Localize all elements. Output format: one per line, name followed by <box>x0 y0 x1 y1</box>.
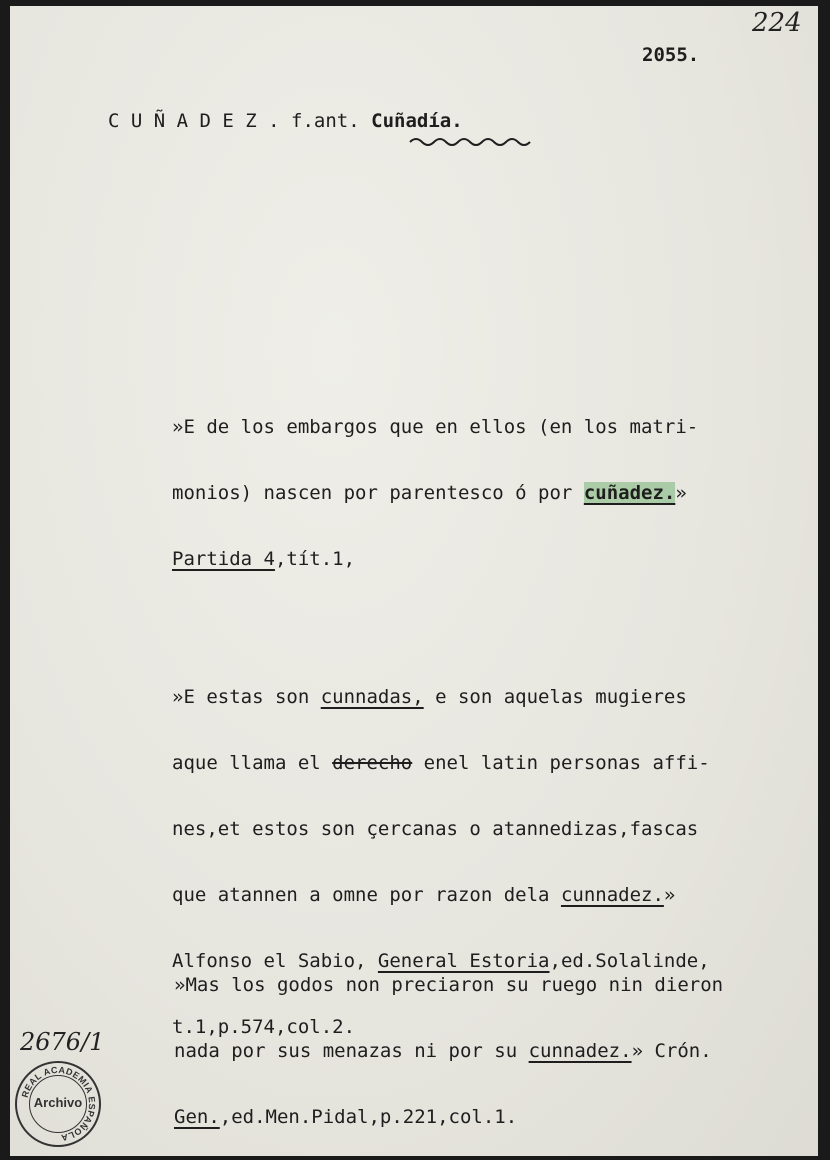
source-title: General Estoria <box>377 950 550 972</box>
stamp-center-text: Archivo <box>33 1095 83 1110</box>
underlined-headword: cunnadez. <box>560 884 664 906</box>
struck-word: derecho <box>332 752 413 774</box>
underlined-headword: cunnadez. <box>528 1040 632 1062</box>
quote-line: nes,et estos son çercanas o atannedizas,fascas <box>172 818 699 840</box>
quote-3 <box>174 930 723 1156</box>
source-title: Gen. <box>174 1106 220 1128</box>
quote-line: aque llama el derecho enel latin personas affi- <box>172 752 710 774</box>
quote-line: monios) nascen por parentesco ó por cuñadez.» <box>172 482 687 504</box>
archive-number: 2676/1 <box>20 1028 105 1056</box>
grammar-abbrev: . f.ant. <box>268 110 360 132</box>
archive-stamp <box>15 1061 101 1147</box>
quote-line: »E estas son cunnadas, e son aquelas mugieres <box>172 686 687 708</box>
quote-line: que atannen a omne por razon dela cunnadez.» <box>172 884 676 906</box>
quote-line: nada por sus menazas ni por su cunnadez.» Crón. <box>174 1040 712 1062</box>
highlighted-headword: cuñadez. <box>583 482 676 504</box>
headword: C U Ñ A D E Z <box>108 110 257 132</box>
quote-source: Partida 4,tít.1, <box>172 548 356 570</box>
quote-source: Alfonso el Sabio, General Estoria,ed.Solalinde, <box>172 950 710 972</box>
quote-1 <box>172 372 698 614</box>
underlined-word: cunnadas, <box>320 686 424 708</box>
wavy-underline-mark <box>408 134 534 148</box>
index-card <box>10 6 818 1156</box>
quote-line: »E de los embargos que en ellos (en los matri- <box>172 416 699 438</box>
definition: Cuñadía. <box>371 110 463 132</box>
source-title: Partida 4 <box>172 548 275 570</box>
stamp-outer-text: REAL ACADEMIA ESPAÑOLA <box>19 1064 98 1143</box>
quote-source: Gen.,ed.Men.Pidal,p.221,col.1. <box>174 1106 518 1128</box>
entry-line <box>108 110 463 132</box>
quote-source: t.1,p.574,col.2. <box>172 1016 356 1038</box>
handwritten-page-number: 224 <box>752 8 802 38</box>
quote-line: »Mas los godos non preciaron su ruego nin dieron <box>174 974 724 996</box>
card-number: 2055. <box>642 44 700 66</box>
